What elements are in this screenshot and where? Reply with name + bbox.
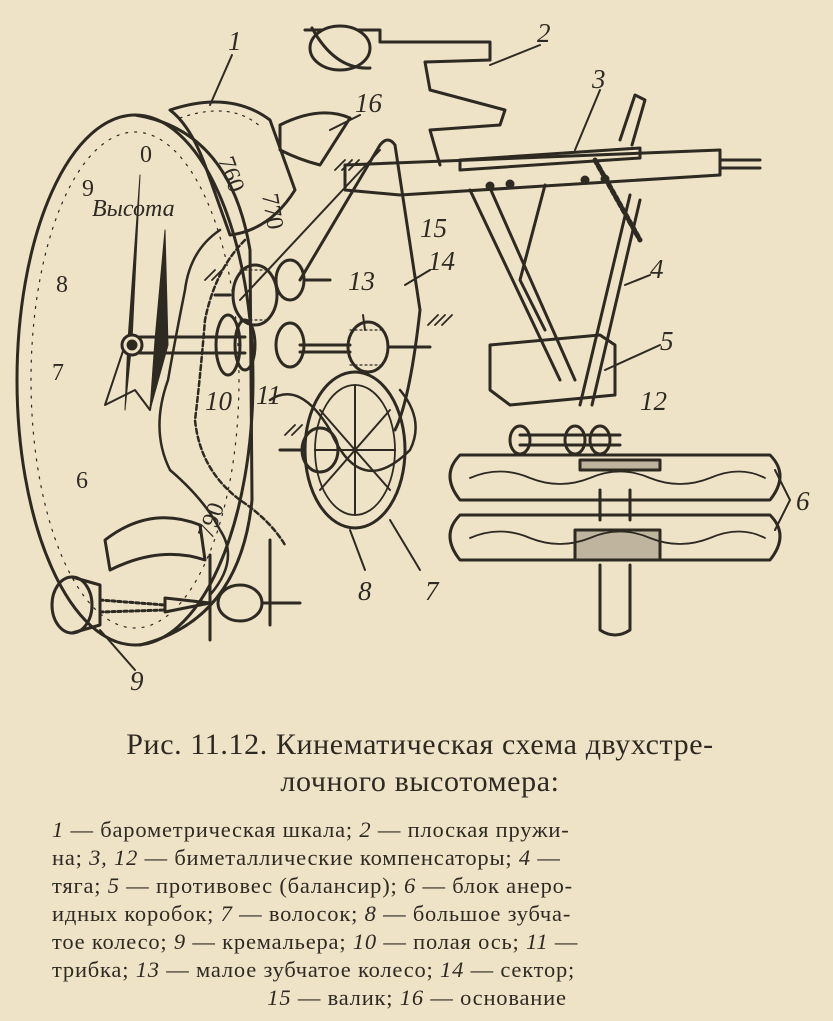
legend-text: волосок; bbox=[268, 901, 359, 926]
bimetal-compensator-12 bbox=[520, 435, 620, 445]
legend-dash: — bbox=[430, 985, 454, 1010]
legend-dash: — bbox=[126, 873, 150, 898]
legend-dash: — bbox=[383, 929, 407, 954]
legend-dash: — bbox=[166, 957, 190, 982]
baro-760: 760 bbox=[212, 153, 250, 196]
dial-digit-6: 6 bbox=[76, 468, 88, 494]
legend-text: барометрическая шкала; bbox=[100, 817, 353, 842]
legend-line-5 bbox=[52, 929, 578, 954]
callout-16: 16 bbox=[355, 88, 382, 118]
legend-text: полая ось; bbox=[413, 929, 520, 954]
baro-770: 770 bbox=[256, 191, 288, 232]
callout-1: 1 bbox=[228, 26, 242, 56]
legend-text: плоская пружи- bbox=[407, 817, 570, 842]
legend-num: 3, 12 bbox=[89, 845, 139, 870]
legend-text: малое зубчатое колесо; bbox=[196, 957, 434, 982]
legend-dash: — bbox=[297, 985, 322, 1010]
bimetal-compensator-3 bbox=[460, 148, 640, 170]
figure-caption-title bbox=[40, 726, 800, 800]
legend-num: 10 bbox=[352, 929, 377, 954]
callout-9: 9 bbox=[130, 666, 144, 696]
legend-line-1 bbox=[52, 817, 570, 842]
callout-2: 2 bbox=[537, 18, 551, 48]
legend-text: валик; bbox=[327, 985, 394, 1010]
legend-dash: — bbox=[239, 901, 263, 926]
legend-num: 13 bbox=[135, 957, 160, 982]
legend-num: 4 bbox=[518, 845, 531, 870]
counterweight bbox=[490, 335, 615, 405]
legend-dash: — bbox=[144, 845, 168, 870]
legend-text: трибка; bbox=[52, 957, 130, 982]
short-pointer bbox=[150, 230, 168, 410]
callout-7-bottom: 7 bbox=[425, 576, 439, 606]
legend-num: 5 bbox=[107, 873, 120, 898]
legend-text: сектор; bbox=[500, 957, 576, 982]
legend-dash: — bbox=[70, 817, 94, 842]
item-text-1 bbox=[0, 0, 1, 1]
legend-text: кремальера; bbox=[222, 929, 347, 954]
callout-10: 10 bbox=[205, 386, 232, 416]
legend-line-6 bbox=[52, 957, 575, 982]
dial-digit-8: 8 bbox=[56, 272, 68, 298]
legend-text: большое зубча- bbox=[412, 901, 572, 926]
legend-text: биметаллические компенсаторы; bbox=[174, 845, 513, 870]
callout-13: 13 bbox=[348, 266, 375, 296]
callout-11: 11 bbox=[256, 380, 281, 410]
baro-790: 790 bbox=[193, 499, 230, 543]
callout-8: 8 bbox=[358, 576, 372, 606]
callout-15: 15 bbox=[420, 213, 447, 243]
legend-text: блок анеро- bbox=[452, 873, 573, 898]
legend-num: 1 bbox=[52, 817, 65, 842]
dial-digit-0: 0 bbox=[140, 142, 152, 168]
callout-5: 5 bbox=[660, 326, 674, 356]
dial-digit-9: 9 bbox=[82, 176, 94, 202]
legend-num: 14 bbox=[440, 957, 465, 982]
caption-title-line2: лочного высотомера: bbox=[280, 765, 560, 798]
legend-num: 7 bbox=[220, 901, 233, 926]
dial-altitude-label: Высота bbox=[92, 196, 175, 222]
legend-text: тяга; bbox=[52, 873, 102, 898]
legend-dash: — bbox=[422, 873, 446, 898]
legend-num: 6 bbox=[403, 873, 417, 898]
legend-text: идных коробок; bbox=[52, 901, 215, 926]
legend-line-7 bbox=[52, 984, 782, 1012]
legend-num: 9 bbox=[173, 929, 186, 954]
callout-6: 6 bbox=[796, 486, 810, 516]
legend-text: на; bbox=[52, 845, 83, 870]
legend-text: противовес (балансир); bbox=[156, 873, 398, 898]
callout-12: 12 bbox=[640, 386, 667, 416]
legend-line-4 bbox=[52, 901, 571, 926]
base bbox=[280, 113, 350, 165]
legend-line-3 bbox=[52, 873, 573, 898]
aneroid-capsules bbox=[450, 455, 780, 635]
legend-text: тое колесо; bbox=[52, 929, 168, 954]
legend-num: 15 bbox=[267, 985, 292, 1010]
callout-14: 14 bbox=[428, 246, 455, 276]
legend-num: 2 bbox=[359, 817, 372, 842]
legend-num: 11 bbox=[526, 929, 549, 954]
legend-dash: — bbox=[377, 817, 402, 842]
legend-dash: — bbox=[554, 929, 579, 954]
legend-dash: — bbox=[537, 845, 561, 870]
legend-num: 16 bbox=[399, 985, 424, 1010]
legend-num: 8 bbox=[364, 901, 377, 926]
legend-items-full bbox=[0, 0, 1, 1]
callout-3: 3 bbox=[592, 64, 606, 94]
caption-title-line1: Рис. 11.12. Кинематическая схема двухстре- bbox=[126, 728, 714, 761]
callout-4: 4 bbox=[650, 254, 664, 284]
legend-dash: — bbox=[383, 901, 407, 926]
legend-text: основание bbox=[460, 985, 567, 1010]
small-gears bbox=[215, 260, 430, 372]
figure-legend bbox=[52, 816, 782, 1012]
dial-digit-7: 7 bbox=[52, 360, 64, 386]
legend-dash: — bbox=[470, 957, 494, 982]
legend-line-2 bbox=[52, 845, 561, 870]
legend-dash: — bbox=[192, 929, 216, 954]
